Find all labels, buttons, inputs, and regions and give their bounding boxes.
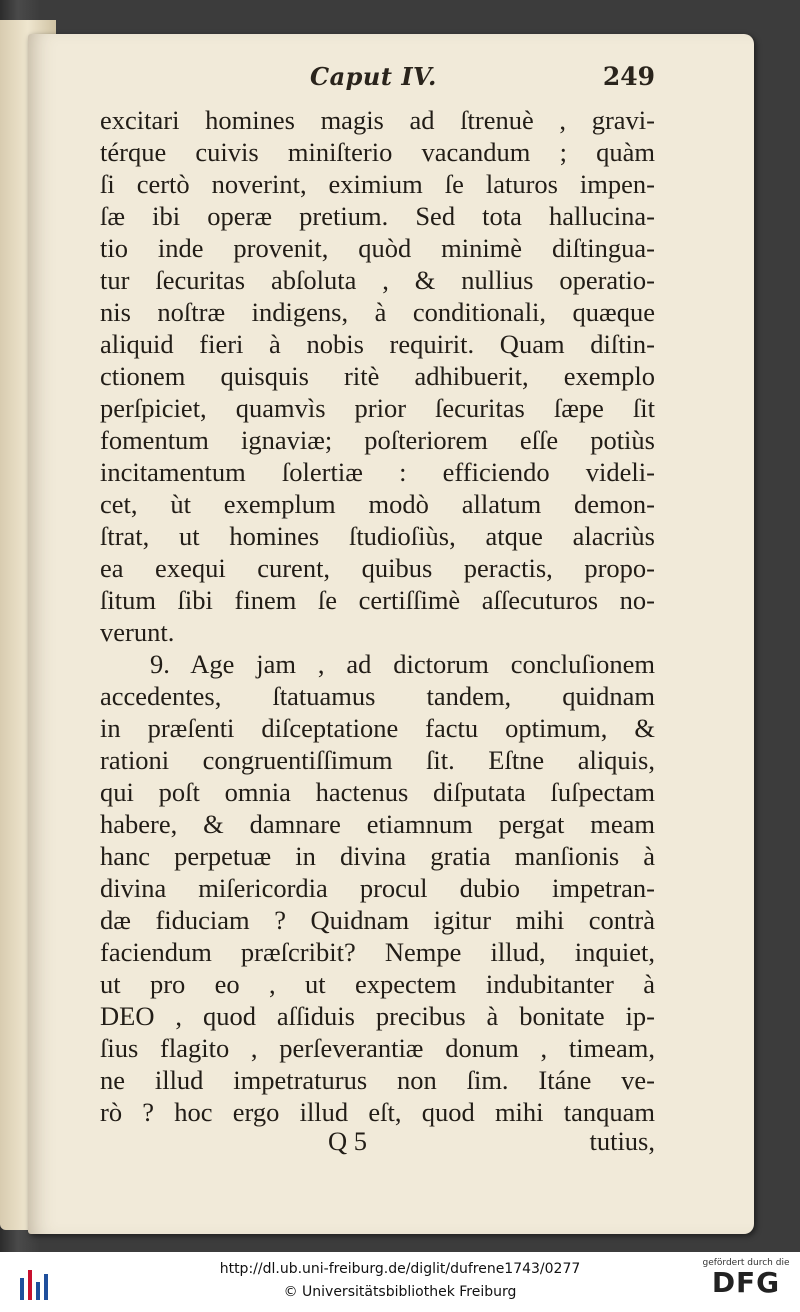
text-line: rationi congruentiſſimum ſit. Eſtne aliquis, [100,745,655,775]
text-line: tur ſecuritas abſoluta , & nullius operatio- [100,265,655,295]
text-line: fomentum ignaviæ; poſteriorem eſſe potiùs [100,425,655,455]
text-line: ea exequi curent, quibus peractis, propo- [100,553,655,583]
text-line: excitari homines magis ad ſtrenuè , gravi- [100,105,655,135]
text-line: in præſenti diſceptatione factu optimum, & [100,713,655,743]
text-line: habere, & damnare etiamnum pergat meam [100,809,655,839]
text-line: accedentes, ſtatuamus tandem, quidnam [100,681,655,711]
text-line: tio inde provenit, quòd minimè diſtingua- [100,233,655,263]
page-header [100,62,655,98]
catch-line [100,1126,655,1158]
viewer-footer [0,1252,800,1312]
text-line: ſæ ibi operæ pretium. Sed tota hallucina- [100,201,655,231]
text-line: rò ? hoc ergo illud eſt, quod mihi tanquam [100,1097,655,1127]
text-line: verunt. [100,617,175,647]
text-line: DEO , quod aſſiduis precibus à bonitate ip- [100,1001,655,1031]
dfg-logo: DFG [711,1266,781,1299]
text-line: divina miſericordia procul dubio impetran- [100,873,655,903]
text-line: perſpiciet, quamvìs prior ſecuritas ſæpe ſit [100,393,655,423]
text-line: térque cuivis miniſterio vacandum ; quàm [100,137,655,167]
running-head: Caput IV. [310,62,437,91]
funder-block [700,1258,792,1308]
text-line: ſtrat, ut homines ſtudioſiùs, atque alacriùs [100,521,655,551]
text-line: ne illud impetraturus non ſim. Itáne ve- [100,1065,655,1095]
text-line: nis noſtræ indigens, à conditionali, quæque [100,297,655,327]
text-line: faciendum præſcribit? Nempe illud, inquiet, [100,937,655,967]
text-line: qui poſt omnia hactenus diſputata ſuſpectam [100,777,655,807]
catchword: tutius, [589,1126,655,1156]
text-line: ſi certò noverint, eximium ſe laturos impen- [100,169,655,199]
copyright-notice: © Universitätsbibliothek Freiburg [283,1284,517,1300]
text-line: incitamentum ſolertiæ : efficiendo videli- [100,457,655,487]
text-line: dæ fiduciam ? Quidnam igitur mihi contrà [100,905,655,935]
body-text [100,104,655,1128]
funding-note: gefördert durch die [702,1258,790,1268]
text-line: aliquid fieri à nobis requirit. Quam diſtin- [100,329,655,359]
text-line: ſitum ſibi finem ſe certiſſimè aſſecuturos no- [100,585,655,615]
text-line: ut pro eo , ut expectem indubitanter à [100,969,655,999]
paragraph-start-line: 9. Age jam , ad dictorum concluſionem [150,649,655,679]
text-line: ctionem quisquis ritè adhibuerit, exemplo [100,361,655,391]
permalink-url[interactable]: http://dl.ub.uni-freiburg.de/diglit/dufrene1743/0277 [219,1261,581,1277]
text-line: cet, ùt exemplum modò allatum demon- [100,489,655,519]
page-number: 249 [602,62,655,91]
text-line: hanc perpetuæ in divina gratia manſionis à [100,841,655,871]
signature-mark: Q 5 [328,1126,368,1156]
text-line: ſius flagito , perſeverantiæ donum , timeam, [100,1033,655,1063]
